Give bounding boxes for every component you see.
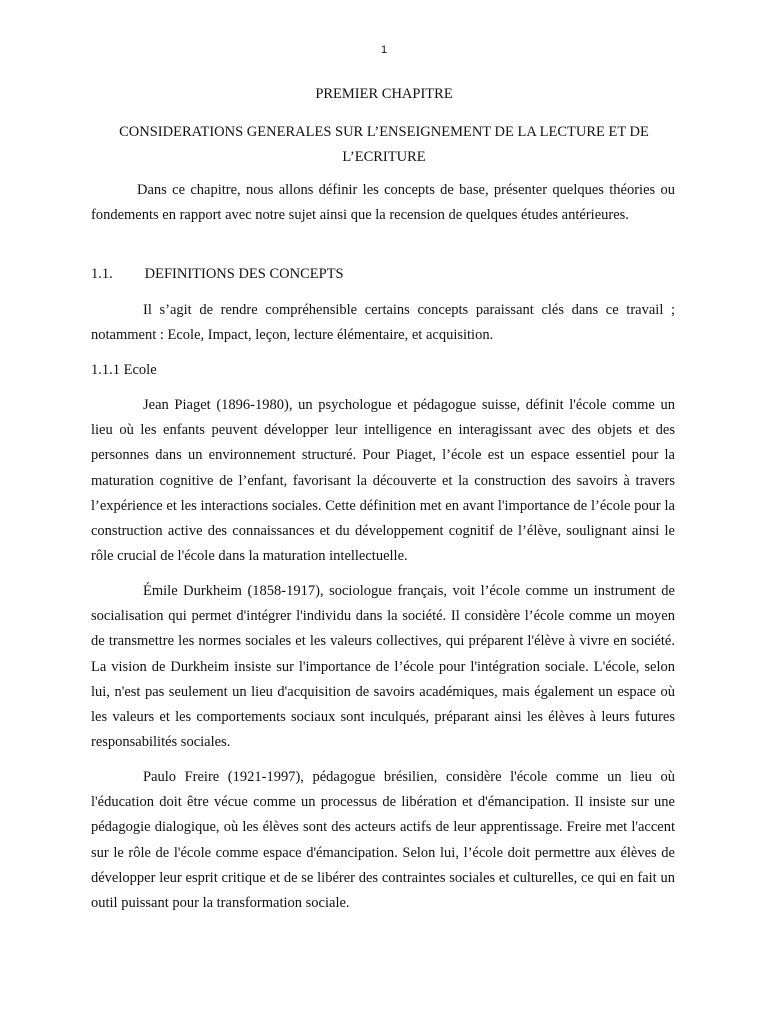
chapter-title: PREMIER CHAPITRE <box>315 86 453 102</box>
paragraph-freire: Paulo Freire (1921-1997), pédagogue brésilien, considère l'école comme un lieu où l'éducation doit être vécue comme un processus de libération et d'émancipation. Il insiste sur une pédagogie dialogique, où les élèves sont des acteurs actifs de leur apprentissage. Freire met l'accent sur le rôle de l'école comme espace d'émancipation. Selon lui, l’école doit permettre aux élèves de développer leur esprit critique et de se libérer des contraintes sociales et culturelles, ce qui en fait un outil puissant pour la transformation sociale. <box>91 769 675 912</box>
paragraph-piaget: Jean Piaget (1896-1980), un psychologue et pédagogue suisse, définit l'école comme un lieu où les enfants peuvent développer leur intelligence en interagissant avec des objets et des personnes dans un environnement structuré. Pour Piaget, l’école est un espace essentiel pour la maturation cognitive de l’enfant, favorisant la découverte et la construction des savoirs à travers l’expérience et les interactions sociales. Cette définition met en avant l'importance de l’école pour la construction active des connaissances et du développement cognitif de l’élève, soulignant ainsi le rôle crucial de l'école dans la maturation intellectuelle. <box>91 397 675 565</box>
main-title: CONSIDERATIONS GENERALES SUR L’ENSEIGNEMENT DE LA LECTURE ET DE L’ECRITURE <box>119 124 649 165</box>
subsection-heading: 1.1.1 Ecole <box>91 362 157 378</box>
paragraph-durkheim: Émile Durkheim (1858-1917), sociologue français, voit l’école comme un instrument de socialisation qui permet d'intégrer l'individu dans la société. Il considère l’école comme un moyen de transmettre les normes sociales et les valeurs collectives, qui préparent l'élève à vivre en société. La vision de Durkheim insiste sur l'importance de l’école pour l'intégration sociale. L'école, selon lui, n'est pas seulement un lieu d'acquisition de savoirs académiques, mais également un espace où les valeurs et les comportements sociaux sont inculqués, préparant ainsi les élèves à leurs futures responsabilités sociales. <box>91 583 675 751</box>
section-heading <box>91 266 344 283</box>
page-number: 1 <box>380 44 388 56</box>
intro-paragraph: Dans ce chapitre, nous allons définir les concepts de base, présenter quelques théories ou fondements en rapport avec notre sujet ainsi que la recension de quelques études antérieures. <box>91 182 675 224</box>
section-paragraph: Il s’agit de rendre compréhensible certains concepts paraissant clés dans ce travail ; notamment : Ecole, Impact, leçon, lecture élémentaire, et acquisition. <box>91 302 675 344</box>
section-title: DEFINITIONS DES CONCEPTS <box>144 266 344 282</box>
section-number: 1.1. <box>91 266 113 282</box>
